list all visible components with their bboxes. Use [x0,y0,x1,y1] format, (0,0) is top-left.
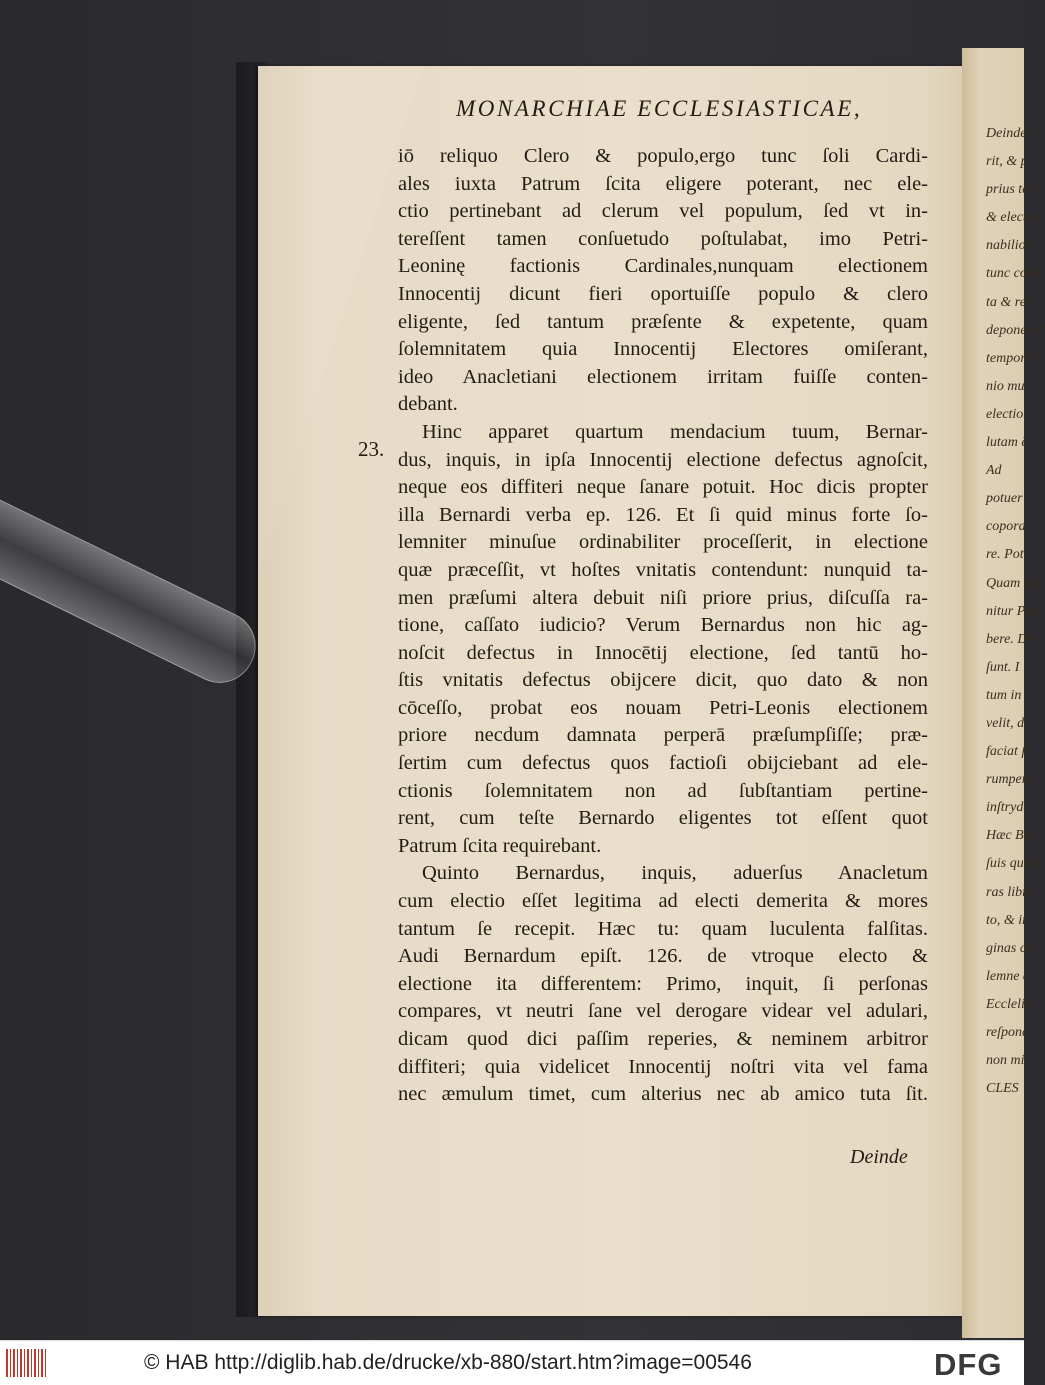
facing-line: Ecclelia [986,996,1032,1012]
facing-line: ſunt. I [986,659,1020,675]
facing-line: nabilior [986,238,1032,254]
facing-line: inſtrydo [986,800,1031,816]
facing-line: ta & ren [986,294,1033,310]
facing-line: rumpere [986,772,1033,788]
facing-page [962,48,1045,1338]
text-line: priore necdum damnata perperā præſumpſiſſe; præ- [398,724,928,747]
text-line: ſolemnitatem quia Innocentij Electores omiſerant, [398,338,928,361]
facing-line: Quam eſſe [986,575,1044,591]
text-line: Leoninę factionis Cardinales,nunquam electionem [398,255,928,278]
facing-line: lutam ē [986,435,1028,451]
text-line: illa Bernardi verba ep. 126. Et ſi quid minus forte ſo- [398,503,928,526]
facing-line: velit, d [986,715,1025,731]
facing-line: ras libro [986,884,1035,900]
facing-line: nitur Pon [986,603,1040,619]
text-line: Audi Bernardum epiſt. 126. de vtroque electo & [398,945,928,968]
text-line: Innocentij dicunt fieri oportuiſſe populo & clero [398,282,928,305]
text-line: Quinto Bernardus, inquis, aduerſus Anacletum [422,862,928,885]
text-line: eligente, ſed tantum præſente & expetente, quam [398,310,928,333]
body-text [398,143,928,1109]
facing-line: ſuis que n [986,856,1041,872]
facing-line: tunc contr [986,266,1044,282]
text-line: lemniter minuſue ordinabiliter proceſſerit, in electione [398,531,928,554]
facing-line: tum in [986,687,1022,703]
facing-line: Ad [986,463,1002,479]
facing-line: prius tem [986,182,1039,198]
facing-line: to, & in [986,912,1030,928]
text-line: electione ita differentem: Primo, inquit, ſi perſonas [398,972,928,995]
text-line: quæ præceſſit, vt hoſtes vnitatis contendunt: nunquid ta- [398,558,928,581]
facing-line: Deinde ſ [986,126,1034,141]
text-line: men præſumi altera debuit niſi priore prius, diſcuſſa ra- [398,586,928,609]
facing-line: lemne d [986,968,1030,984]
facing-line: faciat ſi [986,744,1030,760]
text-line: debant. [398,393,458,416]
text-line: ctionis ſolemnitatem non ad ſubſtantiam pertine- [398,779,928,802]
margin-number: 23. [358,437,385,461]
text-line: noſcit defectus in Innocētij electione, ſed tantū ho- [398,641,928,664]
barcode-icon [6,1349,46,1377]
facing-line: electior [986,406,1029,422]
text-line: tereſſent tamen conſuetudo poſtulabat, imo Petri- [398,227,928,250]
facing-line: ginas co [986,940,1034,956]
text-line: ctio pertinebant ad clerum vel populum, ſed vt in- [398,200,928,223]
facing-line: reſponc [986,1025,1029,1040]
facing-page-text [986,120,1045,1103]
dfg-logo: DFG [934,1347,1003,1382]
facing-line: CLES [986,1081,1019,1097]
text-line: cum electio eſſet legitima ad electi demerita & mores [398,890,928,913]
text-line: dicam quod dici paſſim reperies, & neminem arbitror [398,1028,928,1050]
text-line: tantum ſe recepit. Hæc tu: quam luculenta falſitas. [398,917,928,940]
running-header: MONARCHIAE ECCLESIASTICAE, [456,96,863,121]
footer-bar [0,1340,1024,1385]
text-line: Patrum ſcita requirebant. [398,834,602,857]
copyright-link[interactable]: © HAB http://diglib.hab.de/drucke/xb-880/start.htm?image=00546 [144,1351,752,1374]
text-line: ideo Anacletiani electionem irritam fuiſſe conten- [398,365,928,388]
text-line: neque eos diffiteri neque ſanare potuit. Hoc dicis propter [398,476,928,499]
text-line: tione, caſſato iudicio? Verum Bernardus non hic ag- [398,614,928,637]
text-line: dus, inquis, in ipſa Innocentij electione defectus agnoſcit, [398,448,928,471]
text-line: diffiteri; quia videlicet Innocentij noſtri vita vel fama [398,1055,928,1078]
catchword: Deinde [850,1146,908,1168]
facing-line: temporis [986,350,1035,366]
facing-line: Hæc Bel [986,828,1034,844]
text-line: compares, vt neutri ſane vel derogare videar vel adulari, [398,1000,928,1023]
glass-rod [0,480,267,695]
text-line: iō reliquo Clero & populo,ergo tunc ſoli Cardi- [398,145,928,167]
facing-line: & electio [986,210,1038,226]
facing-line: re. Pott [986,547,1028,563]
facing-line: bere. De [986,631,1034,647]
facing-line: copora [986,519,1026,535]
facing-line: non mi [986,1053,1025,1069]
facing-line: nio mur [986,378,1030,394]
text-line: ſertim cum defectus quos factioſi obijciebant ad ele- [398,752,928,775]
text-line: ſtis vnitatis defectus obijcere dicit, quo dato & non [398,669,928,692]
text-line: nec æmulum timet, cum alterius nec ab amico tuta ſit. [398,1083,928,1106]
text-line: ales iuxta Patrum ſcita eligere poterant, nec ele- [398,172,928,195]
text-line: Hinc apparet quartum mendacium tuum, Bernar- [422,420,928,443]
text-line: cōceſſo, probat eos nouam Petri-Leonis electionem [398,696,928,719]
text-line: rent, cum teſte Bernardo eligentes tot eſſent quot [398,807,928,830]
facing-line: rit, & p [986,154,1028,170]
facing-line: potuer [986,491,1023,507]
facing-line: deponere t [986,322,1045,338]
